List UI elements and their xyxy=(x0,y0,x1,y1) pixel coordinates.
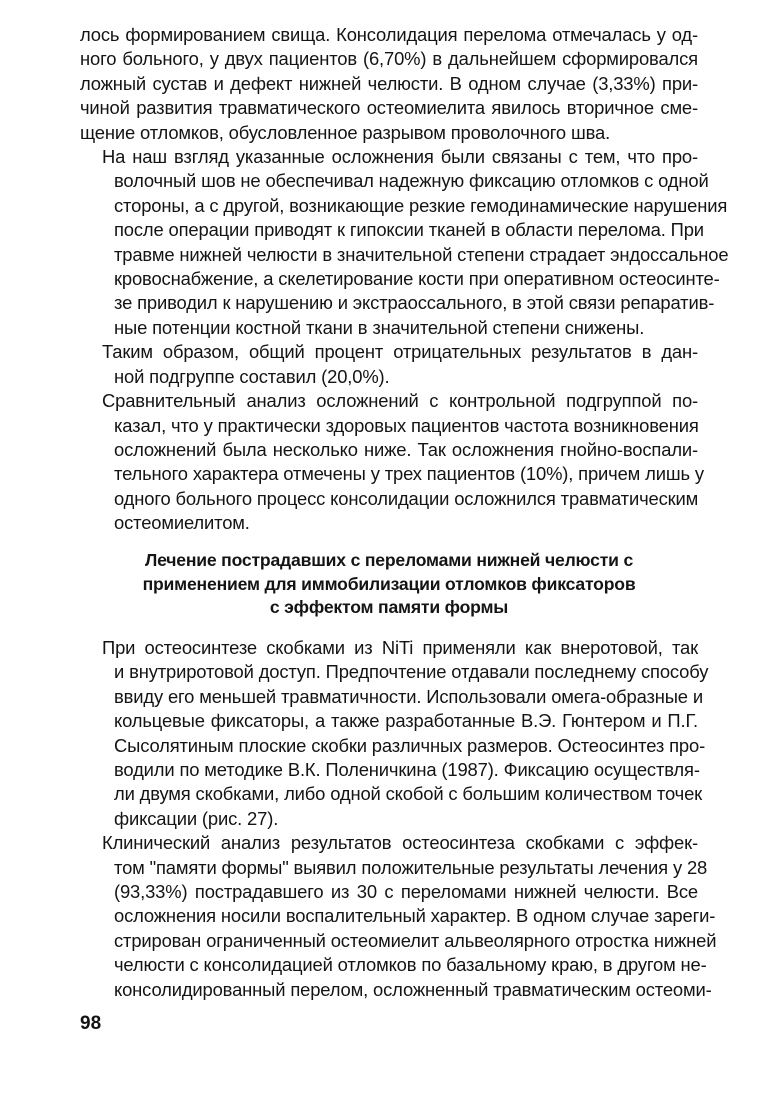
text-line: ной подгруппе составил (20,0%). xyxy=(114,365,390,387)
text-line: Сравнительный анализ осложнений с контрольной подгруппой по- xyxy=(102,390,698,412)
text-line: лось формированием свища. Консолидация перелома отмечалась у од- xyxy=(80,24,698,45)
text-line: кольцевые фиксаторы, а также разработанные В.Э. Гюнтером и П.Г. xyxy=(114,710,698,732)
text-line: казал, что у практически здоровых пациентов частота возникновения xyxy=(114,414,699,436)
text-line: ного больного, у двух пациентов (6,70%) в дальнейшем сформировался xyxy=(80,48,698,70)
text-line: зе приводил к нарушению и экстраоссального, в этой связи репаратив- xyxy=(114,292,715,314)
text-line: челюсти с консолидацией отломков по базальному краю, в другом не- xyxy=(114,954,707,976)
text-line: стороны, а с другой, возникающие резкие гемодинамические нарушения xyxy=(114,194,728,216)
text-line: одного больного процесс консолидации осложнился травматическим xyxy=(114,487,699,509)
heading-line: Лечение пострадавших с переломами нижней челюсти с xyxy=(144,550,634,570)
text-line: том "памяти формы" выявил положительные результаты лечения у 28 xyxy=(114,856,708,878)
text-line: При остеосинтезе скобками из NiTi применяли как внеротовой, так xyxy=(102,637,698,658)
paragraph xyxy=(80,636,709,831)
text-line: чиной развития травматического остеомиелита явилось вторичное сме- xyxy=(80,97,698,119)
text-line: тельного характера отмечены у трех пациентов (10%), причем лишь у xyxy=(114,463,704,485)
paragraph xyxy=(80,23,698,145)
text-line: ные потенции костной ткани в значительной степени снижены. xyxy=(114,316,645,338)
page-number: 98 xyxy=(80,1013,102,1034)
heading-line: применением для иммобилизации отломков фиксаторов xyxy=(142,573,636,594)
text-line: Таким образом, общий процент отрицательных результатов в дан- xyxy=(102,341,698,363)
paragraph xyxy=(80,831,717,1002)
text-line: Сысолятиным плоские скобки различных размеров. Остеосинтез про- xyxy=(114,734,706,756)
paragraph xyxy=(80,340,698,389)
text-line: волочный шов не обеспечивал надежную фиксацию отломков с одной xyxy=(114,170,709,192)
text-line: (93,33%) пострадавшего из 30 с переломами нижней челюсти. Все xyxy=(114,881,698,903)
text-line: остеомиелитом. xyxy=(114,512,250,534)
text-line: фиксации (рис. 27). xyxy=(114,807,279,829)
text-line: водили по методике В.К. Поленичкина (1987). Фиксацию осуществля- xyxy=(114,759,700,781)
body-text-top xyxy=(80,23,729,536)
paragraph xyxy=(80,389,704,535)
text-line: ложный сустав и дефект нижней челюсти. В одном случае (3,33%) при- xyxy=(80,72,698,94)
text-line: щение отломков, обусловленное разрывом проволочного шва. xyxy=(80,121,611,143)
text-line: травме нижней челюсти в значительной степени страдает эндоссальное xyxy=(114,243,729,265)
heading-line: с эффектом памяти формы xyxy=(269,597,509,617)
text-line: после операции приводят к гипоксии тканей в области перелома. При xyxy=(114,219,704,241)
text-line: Клинический анализ результатов остеосинтеза скобками с эффек- xyxy=(102,832,698,854)
body-text-bottom xyxy=(80,636,717,1002)
text-line: ли двумя скобками, либо одной скобой с большим количеством точек xyxy=(114,783,703,805)
section-heading xyxy=(80,549,698,620)
text-line: осложнений была несколько ниже. Так осложнения гнойно-воспали- xyxy=(114,438,698,460)
text-line: стрирован ограниченный остеомиелит альвеолярного отростка нижней xyxy=(114,929,717,951)
text-line: кровоснабжение, а скелетирование кости при оперативном остеосинте- xyxy=(114,268,720,290)
paragraph xyxy=(80,145,729,340)
text-line: и внутриротовой доступ. Предпочтение отдавали последнему способу xyxy=(114,661,709,683)
text-line: осложнения носили воспалительный характер. В одном случае зареги- xyxy=(114,905,716,927)
text-line: ввиду его меньшей травматичности. Использовали омега-образные и xyxy=(114,685,703,707)
text-line: консолидированный перелом, осложненный травматическим остеоми- xyxy=(114,978,712,1000)
text-line: На наш взгляд указанные осложнения были связаны с тем, что про- xyxy=(102,146,698,168)
